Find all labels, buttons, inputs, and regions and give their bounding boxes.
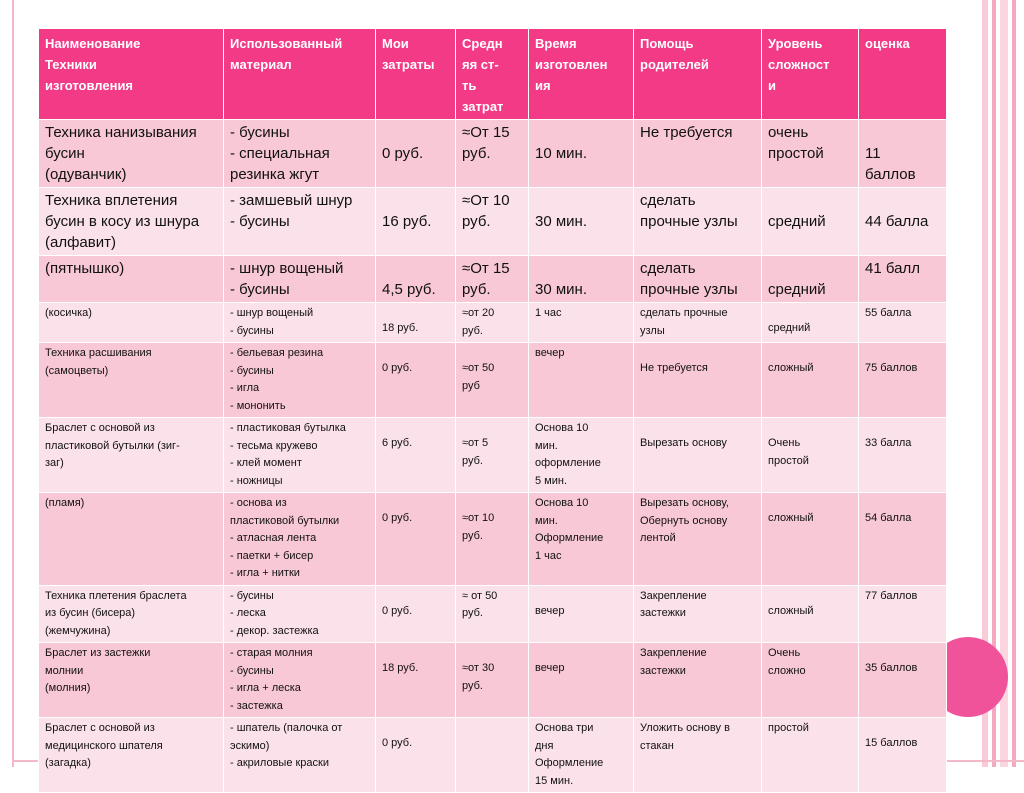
column-header-difficulty — [762, 29, 859, 120]
cell-text-line: 11 — [865, 145, 881, 162]
cell-rating — [859, 120, 947, 188]
cell-text-line: 18 руб. — [382, 322, 419, 334]
cell-average-cost — [456, 303, 529, 343]
cell-text-line: Очень — [768, 437, 801, 449]
cell-rating — [859, 188, 947, 256]
cell-text-line: 16 руб. — [382, 213, 432, 230]
cell-text-line: вечер — [535, 662, 565, 674]
cell-text-line: ≈От 15 — [462, 124, 510, 141]
table-row — [39, 643, 947, 718]
cell-text-line: вечер — [535, 347, 565, 359]
cell-material — [224, 718, 376, 793]
cell-average-cost — [456, 120, 529, 188]
cell-time — [529, 643, 634, 718]
cell-average-cost — [456, 188, 529, 256]
cell-text-line: 6 руб. — [382, 437, 413, 449]
cell-time — [529, 256, 634, 303]
cell-text-line: 18 руб. — [382, 662, 419, 674]
header-text-line: оценка — [865, 36, 910, 51]
cell-text-line: Закрепление — [640, 647, 707, 659]
cell-my-costs — [376, 303, 456, 343]
cell-text-line: руб. — [462, 454, 483, 467]
cell-text-line: 1 час — [535, 307, 562, 319]
cell-text-line: сделать — [640, 260, 696, 277]
cell-my-costs — [376, 493, 456, 586]
cell-text-line: - клей момент — [230, 457, 302, 469]
cell-text-line: застежки — [640, 607, 686, 619]
cell-text-line: простой — [768, 722, 809, 734]
cell-text-line: дня — [535, 739, 554, 752]
header-text-line: родителей — [640, 57, 709, 72]
table-row — [39, 718, 947, 793]
cell-parents-help — [634, 718, 762, 793]
cell-text-line: простой — [768, 145, 824, 162]
right-stripe-decoration — [1012, 0, 1016, 767]
header-text-line: Помощь — [640, 36, 694, 51]
header-text-line: ия — [535, 78, 551, 93]
cell-difficulty — [762, 643, 859, 718]
cell-average-cost — [456, 256, 529, 303]
cell-my-costs — [376, 643, 456, 718]
cell-text-line: 30 мин. — [535, 281, 587, 298]
cell-text-line: 35 баллов — [865, 662, 918, 674]
cell-material — [224, 493, 376, 586]
cell-rating — [859, 585, 947, 643]
cell-text-line: Браслет из застежки — [45, 647, 151, 659]
cell-my-costs — [376, 718, 456, 793]
cell-text-line: (пятнышко) — [45, 260, 125, 277]
cell-text-line: (косичка) — [45, 307, 92, 319]
cell-text-line: из бусин (бисера) — [45, 607, 136, 619]
cell-technique-name — [39, 188, 224, 256]
cell-text-line: бусин в косу из шнура — [45, 213, 200, 230]
cell-text-line: (жемчужина) — [45, 624, 111, 637]
cell-text-line: 77 баллов — [865, 589, 918, 602]
cell-text-line: ≈от 50 — [462, 362, 495, 374]
cell-material — [224, 643, 376, 718]
header-text-line: затрат — [462, 99, 504, 114]
table-row — [39, 585, 947, 643]
cell-text-line: - бусины — [230, 213, 290, 230]
cell-text-line: узлы — [640, 324, 665, 337]
left-border-decoration — [0, 0, 14, 767]
cell-text-line: - тесьма кружево — [230, 439, 318, 452]
cell-difficulty — [762, 256, 859, 303]
cell-text-line: (одуванчик) — [45, 166, 127, 183]
cell-text-line: сложный — [768, 512, 814, 524]
cell-text-line: Не требуется — [640, 124, 733, 141]
cell-material — [224, 120, 376, 188]
cell-time — [529, 585, 634, 643]
table-header-row — [39, 29, 947, 120]
header-text-line: яя ст- — [462, 57, 499, 72]
cell-technique-name — [39, 343, 224, 418]
cell-my-costs — [376, 343, 456, 418]
cell-text-line: 4,5 руб. — [382, 281, 436, 298]
cell-text-line: (молния) — [45, 682, 91, 694]
cell-text-line: стакан — [640, 739, 674, 752]
cell-text-line: Оформление — [535, 757, 604, 769]
header-text-line: затраты — [382, 57, 435, 72]
cell-text-line: - шпатель (палочка от — [230, 722, 343, 734]
column-header-my-costs — [376, 29, 456, 120]
cell-text-line: - бусины — [230, 664, 274, 677]
cell-text-line: сложно — [768, 664, 806, 677]
cell-text-line: 0 руб. — [382, 604, 413, 617]
cell-difficulty — [762, 303, 859, 343]
cell-text-line: - основа из — [230, 497, 287, 509]
cell-text-line: 0 руб. — [382, 512, 413, 524]
header-text-line: Время — [535, 36, 577, 51]
cell-technique-name — [39, 585, 224, 643]
cell-text-line: - пластиковая бутылка — [230, 422, 346, 434]
cell-average-cost — [456, 643, 529, 718]
cell-difficulty — [762, 585, 859, 643]
table-row — [39, 256, 947, 303]
cell-text-line: оформление — [535, 457, 601, 469]
cell-text-line: Техника вплетения — [45, 192, 178, 209]
column-header-parents-help — [634, 29, 762, 120]
cell-text-line: 1 час — [535, 549, 562, 562]
cell-text-line: 44 балла — [865, 213, 929, 230]
cell-text-line: (самоцветы) — [45, 364, 109, 377]
cell-parents-help — [634, 643, 762, 718]
cell-text-line: средний — [768, 322, 811, 334]
cell-parents-help — [634, 188, 762, 256]
cell-text-line: - специальная — [230, 145, 330, 162]
cell-text-line: - шнур вощеный — [230, 307, 314, 319]
cell-text-line: Оформление — [535, 532, 604, 544]
cell-material — [224, 418, 376, 493]
cell-text-line: пластиковой бутылки — [230, 514, 340, 527]
cell-text-line: сложный — [768, 362, 814, 374]
cell-difficulty — [762, 188, 859, 256]
column-header-rating — [859, 29, 947, 120]
cell-text-line: ≈ от 50 — [462, 589, 498, 602]
cell-text-line: Закрепление — [640, 589, 707, 602]
cell-average-cost — [456, 585, 529, 643]
cell-time — [529, 120, 634, 188]
cell-text-line: - бусины — [230, 124, 290, 141]
cell-my-costs — [376, 256, 456, 303]
cell-text-line: - игла + нитки — [230, 567, 300, 579]
cell-my-costs — [376, 585, 456, 643]
cell-time — [529, 303, 634, 343]
cell-difficulty — [762, 493, 859, 586]
cell-average-cost — [456, 418, 529, 493]
cell-text-line: - бусины — [230, 281, 290, 298]
cell-text-line: Техника нанизывания — [45, 124, 197, 141]
cell-text-line: руб — [462, 379, 480, 392]
header-text-line: Использованный — [230, 36, 343, 51]
cell-material — [224, 303, 376, 343]
header-text-line: Уровень — [768, 36, 823, 51]
cell-technique-name — [39, 120, 224, 188]
header-text-line: Наименование — [45, 36, 141, 51]
cell-rating — [859, 643, 947, 718]
cell-text-line: (пламя) — [45, 497, 85, 509]
cell-rating — [859, 418, 947, 493]
cell-text-line: Вырезать основу, — [640, 497, 729, 509]
cell-text-line: сделать — [640, 192, 696, 209]
cell-parents-help — [634, 256, 762, 303]
cell-parents-help — [634, 418, 762, 493]
cell-material — [224, 343, 376, 418]
cell-technique-name — [39, 493, 224, 586]
cell-parents-help — [634, 493, 762, 586]
cell-text-line: Основа три — [535, 722, 594, 734]
cell-text-line: - шнур вощеный — [230, 260, 344, 277]
cell-difficulty — [762, 120, 859, 188]
cell-text-line: - застежка — [230, 699, 283, 712]
cell-text-line: Не требуется — [640, 362, 708, 374]
cell-text-line: очень — [768, 124, 809, 141]
cell-text-line: - замшевый шнур — [230, 192, 353, 209]
header-text-line: ть — [462, 78, 477, 93]
cell-difficulty — [762, 718, 859, 793]
cell-text-line: ≈от 10 — [462, 512, 495, 524]
cell-text-line: (загадка) — [45, 757, 91, 769]
cell-time — [529, 493, 634, 586]
cell-text-line: руб. — [462, 679, 483, 692]
table-row — [39, 493, 947, 586]
cell-rating — [859, 303, 947, 343]
cell-average-cost — [456, 718, 529, 793]
cell-text-line: - декор. застежка — [230, 624, 319, 637]
cell-text-line: (алфавит) — [45, 234, 116, 251]
cell-text-line: 75 баллов — [865, 362, 918, 374]
cell-text-line: прочные узлы — [640, 213, 738, 230]
column-header-technique-name — [39, 29, 224, 120]
table-row — [39, 120, 947, 188]
cell-text-line: руб. — [462, 281, 491, 298]
cell-text-line: Техника расшивания — [45, 347, 152, 359]
cell-technique-name — [39, 718, 224, 793]
header-text-line: сложност — [768, 57, 830, 72]
cell-technique-name — [39, 643, 224, 718]
cell-text-line: резинка жгут — [230, 166, 320, 183]
cell-text-line: Браслет с основой из — [45, 422, 155, 434]
cell-rating — [859, 343, 947, 418]
cell-text-line: - старая молния — [230, 647, 313, 659]
cell-text-line: ≈От 15 — [462, 260, 510, 277]
cell-text-line: ≈От 10 — [462, 192, 510, 209]
header-text-line: Техники — [45, 57, 97, 72]
cell-average-cost — [456, 343, 529, 418]
cell-text-line: мин. — [535, 439, 558, 452]
cell-text-line: медицинского шпателя — [45, 739, 163, 752]
cell-text-line: сложный — [768, 604, 814, 617]
cell-text-line: 5 мин. — [535, 474, 568, 487]
cell-text-line: 15 мин. — [535, 774, 574, 787]
cell-text-line: - атласная лента — [230, 532, 317, 544]
cell-text-line: руб. — [462, 213, 491, 230]
header-text-line: изготовления — [45, 78, 134, 93]
header-text-line: Средн — [462, 36, 503, 51]
cell-text-line: руб. — [462, 324, 483, 337]
cell-text-line: - ножницы — [230, 474, 283, 487]
cell-text-line: Техника плетения браслета — [45, 589, 187, 602]
table-row — [39, 188, 947, 256]
column-header-material — [224, 29, 376, 120]
cell-text-line: Уложить основу в — [640, 722, 730, 734]
cell-parents-help — [634, 303, 762, 343]
header-text-line: материал — [230, 57, 292, 72]
cell-material — [224, 585, 376, 643]
cell-text-line: Основа 10 — [535, 422, 589, 434]
header-text-line: Мои — [382, 36, 409, 51]
cell-text-line: - паетки + бисер — [230, 549, 314, 562]
cell-technique-name — [39, 256, 224, 303]
cell-text-line: бусин — [45, 145, 85, 162]
column-header-time — [529, 29, 634, 120]
cell-text-line: Обернуть основу — [640, 514, 728, 527]
cell-text-line: средний — [768, 213, 826, 230]
column-header-average-cost — [456, 29, 529, 120]
cell-text-line: - бусины — [230, 589, 274, 602]
cell-text-line: - мононить — [230, 399, 286, 412]
cell-text-line: руб. — [462, 607, 483, 619]
cell-parents-help — [634, 343, 762, 418]
cell-time — [529, 718, 634, 793]
table-row — [39, 418, 947, 493]
header-text-line: изготовлен — [535, 57, 608, 72]
cell-parents-help — [634, 120, 762, 188]
cell-text-line: прочные узлы — [640, 281, 738, 298]
cell-text-line: Браслет с основой из — [45, 722, 155, 734]
cell-time — [529, 343, 634, 418]
table-row — [39, 303, 947, 343]
cell-text-line: заг) — [45, 457, 64, 469]
cell-text-line: баллов — [865, 166, 916, 183]
cell-text-line: 10 мин. — [535, 145, 587, 162]
cell-rating — [859, 493, 947, 586]
cell-text-line: - бусины — [230, 364, 274, 377]
cell-text-line: простой — [768, 454, 809, 467]
cell-difficulty — [762, 343, 859, 418]
cell-text-line: Очень — [768, 647, 801, 659]
cell-parents-help — [634, 585, 762, 643]
cell-text-line: 33 балла — [865, 437, 912, 449]
cell-difficulty — [762, 418, 859, 493]
cell-text-line: - акриловые краски — [230, 757, 329, 769]
table-body — [39, 120, 947, 793]
cell-text-line: 0 руб. — [382, 737, 413, 749]
cell-material — [224, 256, 376, 303]
cell-time — [529, 418, 634, 493]
cell-rating — [859, 256, 947, 303]
cell-material — [224, 188, 376, 256]
cell-text-line: 30 мин. — [535, 213, 587, 230]
cell-text-line: - леска — [230, 607, 266, 619]
cell-text-line: лентой — [640, 532, 676, 544]
cell-text-line: мин. — [535, 514, 558, 527]
cell-text-line: - бусины — [230, 324, 274, 337]
cell-text-line: 0 руб. — [382, 145, 424, 162]
cell-text-line: Основа 10 — [535, 497, 589, 509]
cell-my-costs — [376, 120, 456, 188]
cell-text-line: руб. — [462, 145, 491, 162]
cell-text-line: ≈от 5 — [462, 437, 489, 449]
cell-text-line: - игла + леска — [230, 682, 301, 694]
cell-my-costs — [376, 188, 456, 256]
cell-technique-name — [39, 418, 224, 493]
right-stripe-decoration — [1000, 0, 1008, 767]
crafts-comparison-table — [38, 28, 947, 793]
cell-text-line: вечер — [535, 604, 565, 617]
cell-text-line: эскимо) — [230, 739, 270, 752]
cell-text-line: - бельевая резина — [230, 347, 324, 359]
cell-technique-name — [39, 303, 224, 343]
cell-text-line: Вырезать основу — [640, 437, 727, 449]
cell-text-line: молнии — [45, 664, 84, 677]
cell-text-line: ≈от 20 — [462, 307, 495, 319]
cell-text-line: сделать прочные — [640, 307, 728, 319]
cell-average-cost — [456, 493, 529, 586]
cell-time — [529, 188, 634, 256]
table-row — [39, 343, 947, 418]
cell-text-line: ≈от 30 — [462, 662, 495, 674]
cell-my-costs — [376, 418, 456, 493]
cell-text-line: - игла — [230, 382, 260, 394]
cell-rating — [859, 718, 947, 793]
cell-text-line: средний — [768, 281, 826, 298]
cell-text-line: 55 балла — [865, 307, 912, 319]
header-text-line: и — [768, 78, 776, 93]
cell-text-line: 54 балла — [865, 512, 912, 524]
cell-text-line: застежки — [640, 664, 686, 677]
cell-text-line: 0 руб. — [382, 362, 413, 374]
cell-text-line: руб. — [462, 529, 483, 542]
cell-text-line: пластиковой бутылки (зиг- — [45, 439, 180, 452]
cell-text-line: 41 балл — [865, 260, 920, 277]
cell-text-line: 15 баллов — [865, 737, 918, 749]
